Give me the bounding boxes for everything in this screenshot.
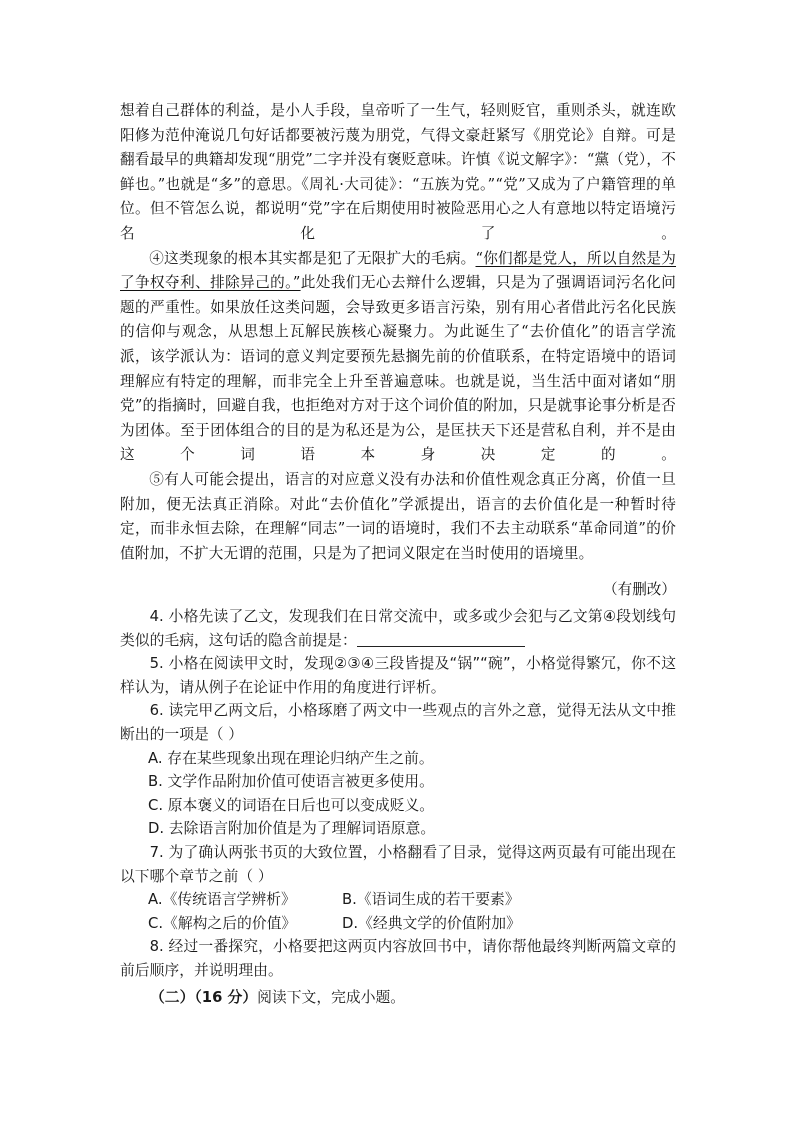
- option-7b: B.《语词生成的若干要素》: [342, 891, 520, 909]
- section-heading: [150, 988, 405, 1008]
- option-7c: C.《解构之后的价值》: [148, 914, 297, 932]
- option-6a: A. 存在某些现象出现在理论归纳产生之前。: [148, 749, 434, 767]
- answer-blank[interactable]: [357, 632, 525, 647]
- option-6d: D. 去除语言附加价值是为了理解词语原意。: [148, 820, 436, 838]
- question-4: [120, 605, 676, 652]
- question-list: [120, 605, 676, 983]
- question-8: 8. 经过一番探究，小格要把这两页内容放回书中，请你帮他最终判断两篇文章的前后顺序，并说明理由。: [120, 938, 676, 979]
- paragraph-4: [120, 247, 676, 468]
- option-7a: A.《传统语言学辨析》: [148, 891, 296, 909]
- section-marker: （二）（16 分）: [150, 989, 258, 1006]
- paragraph-continued: 想着自己群体的利益，是小人手段，皇帝听了一生气，轻则贬官，重则杀头，就连欧阳修为范仲淹说几句好话都要被污蔑为朋党，气得文豪赶紧写《朋党论》自辩。可是翻看最早的典籍却发现“朋党”二字并没有褒贬意味。许慎《说文解字》：“黨（党），不鲜也。”也就是“多”的意思。《周礼·大司徒》：“五族为党。”“党”又成为了户籍管理的单位。但不管怎么说，都说明“党”字在后期使用时被险恶用心之人有意地以特定语境污名化了。: [120, 102, 676, 242]
- passage-text: [120, 99, 676, 566]
- paragraph-4-underlined-sentence: “你们都是党人，所以自然是为了争权夺利、排除异己的。”: [120, 249, 677, 292]
- option-row-7-1: [120, 888, 676, 912]
- option-7d: D.《经典文学的价值附加》: [342, 914, 521, 932]
- section-instruction: 阅读下文，完成小题。: [257, 989, 406, 1006]
- question-7: 7. 为了确认两张书页的大致位置，小格翻看了目录，觉得这两页最有可能出现在以下哪个章节之前（ ）: [120, 843, 676, 885]
- option-6b: B. 文学作品附加价值可使语言被更多使用。: [148, 773, 434, 791]
- paragraph-5: ⑤有人可能会提出，语言的对应意义没有办法和价值性观念真正分离，价值一旦附加，便无法真正消除。对此“去价值化”学派提出，语言的去价值化是一种暂时待定，而非永恒去除，在理解“同志”一词的语境时，我们不去主动联系“革命同道”的价值附加，不扩大无谓的范围，只是为了把词义限定在当时使用的语境里。: [120, 470, 676, 562]
- source-note: （有删改）: [603, 581, 676, 598]
- question-5: 5. 小格在阅读甲文时，发现②③④三段皆提及“锅”“碗”，小格觉得繁冗，你不这样认为，请从例子在论证中作用的角度进行评析。: [120, 655, 676, 696]
- paragraph-4-body: 此处我们无心去辩什么逻辑，只是为了强调语词污名化问题的严重性。如果放任这类问题，会导致更多语言污染，别有用心者借此污名化民族的信仰与观念，从思想上瓦解民族核心凝聚力。为此诞生了“去价值化”的语言学流派，该学派认为：语词的意义判定要预先悬搁先前的价值联系，在特定语境中的语词理解应有特定的理解，而非完全上升至普遍意味。也就是说，当生活中面对诸如“朋党”的指摘时，回避自我，也拒绝对方对于这个词价值的附加，只是就事论事分析是否为团体。至于团体组合的目的是为私还是为公，是匡扶天下还是营私自利，并不是由这个词语本身决定的。: [120, 274, 676, 464]
- question-4-text: 4. 小格先读了乙文，发现我们在日常交流中，或多或少会犯与乙文第④段划线句类似的毛病，这句话的隐含前提是：: [120, 608, 676, 649]
- option-6c: C. 原本褒义的词语在日后也可以变成贬义。: [148, 796, 435, 814]
- option-row-7-2: [120, 912, 676, 936]
- paragraph-4-intro: ④这类现象的根本其实都是犯了无限扩大的毛病。: [149, 249, 476, 267]
- question-6: 6. 读完甲乙两文后，小格琢磨了两文中一些观点的言外之意，觉得无法从文中推断出的一项是（ ）: [120, 702, 676, 743]
